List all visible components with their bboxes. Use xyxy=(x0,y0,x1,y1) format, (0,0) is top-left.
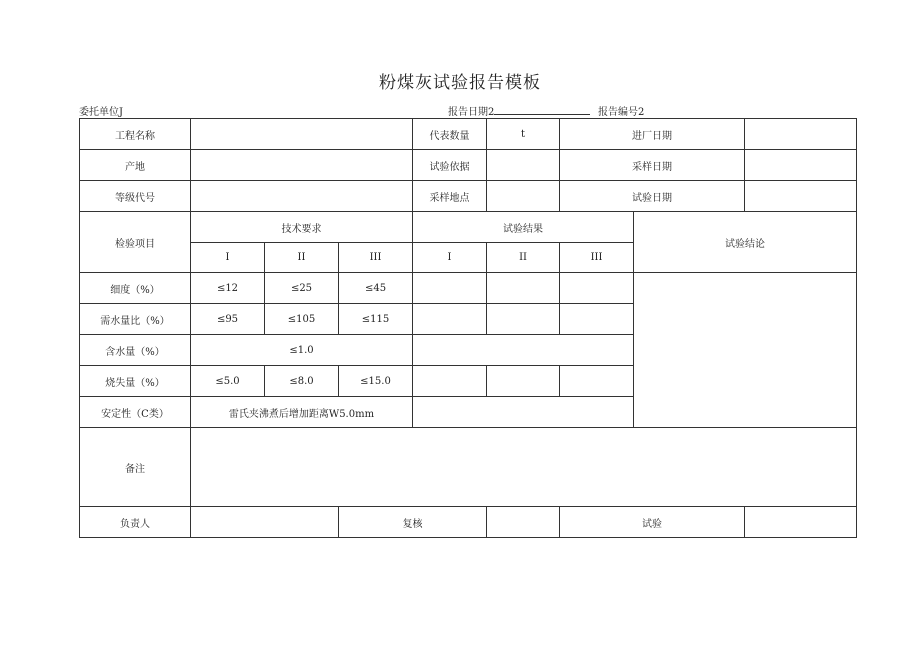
result-cell[interactable] xyxy=(487,366,560,397)
req-value: ≤95 xyxy=(191,304,265,335)
result-cell[interactable] xyxy=(413,304,487,335)
req-value: ≤8.0 xyxy=(265,366,339,397)
req-value: ≤45 xyxy=(339,273,413,304)
label-sampling-date: 采样日期 xyxy=(560,150,745,181)
value-sampling-site[interactable] xyxy=(487,181,560,212)
req-value: ≤15.0 xyxy=(339,366,413,397)
page-title: 粉煤灰试验报告模板 xyxy=(379,73,541,93)
result-cell[interactable] xyxy=(487,273,560,304)
value-grade-code[interactable] xyxy=(191,181,413,212)
req-value: ≤5.0 xyxy=(191,366,265,397)
result-cell[interactable] xyxy=(560,273,634,304)
test-name: 含水量（%） xyxy=(80,335,191,366)
value-origin[interactable] xyxy=(191,150,413,181)
req-value: ≤12 xyxy=(191,273,265,304)
result-cell[interactable] xyxy=(560,304,634,335)
label-quantity: 代表数量 xyxy=(413,119,487,150)
req-value: ≤25 xyxy=(265,273,339,304)
conclusion-cell[interactable] xyxy=(634,273,857,428)
label-arrival-date: 进厂日期 xyxy=(560,119,745,150)
test-row-fineness xyxy=(80,273,857,304)
result-cell[interactable] xyxy=(487,304,560,335)
label-test-date: 试验日期 xyxy=(560,181,745,212)
label-test-basis: 试验依据 xyxy=(413,150,487,181)
value-sampling-date[interactable] xyxy=(745,150,857,181)
test-name: 安定性（C类） xyxy=(80,397,191,428)
value-test[interactable] xyxy=(745,507,857,538)
header-results: 试验结果 xyxy=(413,212,634,243)
value-review[interactable] xyxy=(487,507,560,538)
unit-quantity[interactable]: t xyxy=(487,119,560,150)
req-value: ≤115 xyxy=(339,304,413,335)
label-sampling-site: 采样地点 xyxy=(413,181,487,212)
remarks-value[interactable] xyxy=(191,428,857,507)
value-responsible[interactable] xyxy=(191,507,339,538)
report-date xyxy=(448,103,590,118)
info-row xyxy=(80,119,857,150)
req-value: 雷氏夹沸煮后增加距离W5.0mm xyxy=(191,397,413,428)
report-number: 报告编号2 xyxy=(598,107,645,118)
req-value: ≤105 xyxy=(265,304,339,335)
entrust-unit: 委托单位J xyxy=(79,107,124,118)
label-review: 复核 xyxy=(339,507,487,538)
label-origin: 产地 xyxy=(80,150,191,181)
test-name: 细度（%） xyxy=(80,273,191,304)
report-date-underline xyxy=(494,104,590,115)
header-tech-req: 技术要求 xyxy=(191,212,413,243)
label-test: 试验 xyxy=(560,507,745,538)
result-cell[interactable] xyxy=(413,366,487,397)
req-value: ≤1.0 xyxy=(191,335,413,366)
req-grade-3: III xyxy=(339,243,413,273)
req-grade-1: I xyxy=(191,243,265,273)
label-project-name: 工程名称 xyxy=(80,119,191,150)
result-cell[interactable] xyxy=(413,273,487,304)
result-cell[interactable] xyxy=(560,366,634,397)
remarks-row xyxy=(80,428,857,507)
label-responsible: 负责人 xyxy=(80,507,191,538)
info-row xyxy=(80,181,857,212)
label-grade-code: 等级代号 xyxy=(80,181,191,212)
report-table xyxy=(79,118,857,538)
value-test-basis[interactable] xyxy=(487,150,560,181)
result-grade-2: II xyxy=(487,243,560,273)
test-name: 烧失量（%） xyxy=(80,366,191,397)
value-test-date[interactable] xyxy=(745,181,857,212)
info-row xyxy=(80,150,857,181)
result-cell[interactable] xyxy=(413,397,634,428)
remarks-label: 备注 xyxy=(80,428,191,507)
test-name: 需水量比（%） xyxy=(80,304,191,335)
result-grade-3: III xyxy=(560,243,634,273)
value-project-name[interactable] xyxy=(191,119,413,150)
header-conclusion: 试验结论 xyxy=(634,212,857,273)
req-grade-2: II xyxy=(265,243,339,273)
signature-row xyxy=(80,507,857,538)
header-row xyxy=(80,212,857,243)
header-item: 检验项目 xyxy=(80,212,191,273)
report-date-label: 报告日期2 xyxy=(448,107,495,118)
result-grade-1: I xyxy=(413,243,487,273)
result-cell[interactable] xyxy=(413,335,634,366)
value-arrival-date[interactable] xyxy=(745,119,857,150)
